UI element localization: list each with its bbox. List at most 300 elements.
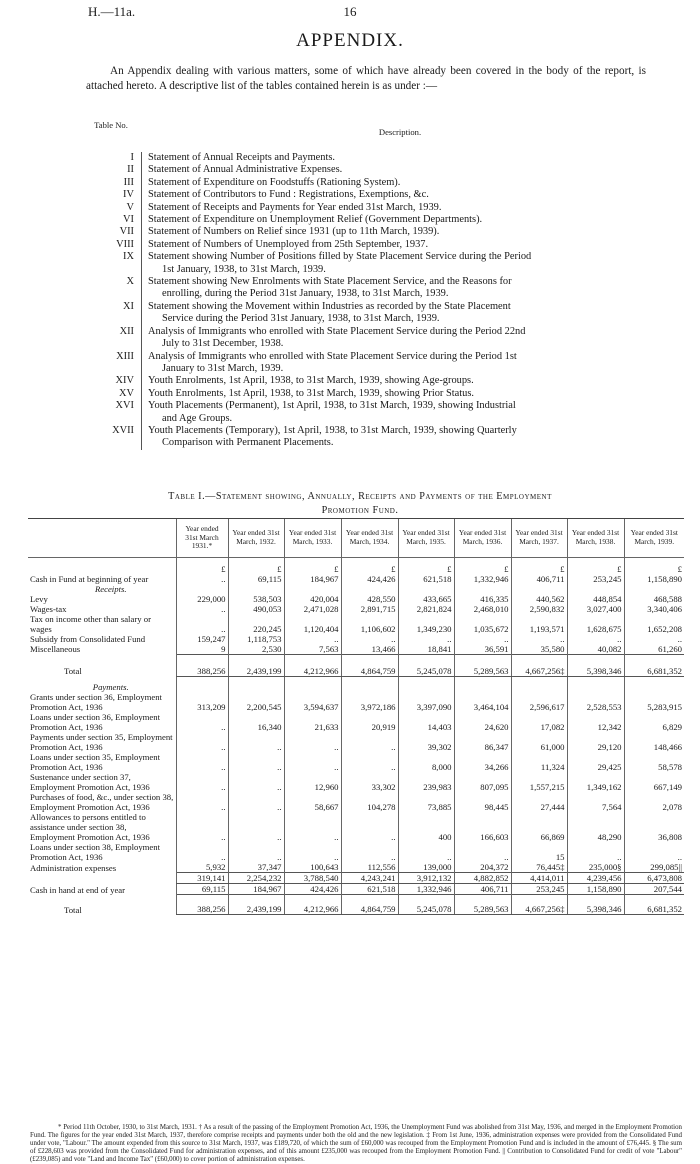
table-cell: 428,550	[341, 594, 398, 604]
table-cell: 5,283,915	[624, 692, 684, 712]
payments-subtotal-row	[28, 873, 684, 884]
table-cell: ..	[176, 614, 228, 634]
receipts-total-row	[28, 654, 684, 676]
table-list-description	[141, 326, 640, 351]
table-cell: 667,149	[624, 772, 684, 792]
table-cell: 2,590,832	[511, 604, 567, 614]
table-cell: 61,260	[624, 644, 684, 655]
table-list-number: XIII	[116, 350, 134, 362]
table-cell: ..	[454, 634, 511, 644]
column-header: Year ended 31st March, 1935.	[398, 519, 454, 558]
table-cell: 11,324	[511, 752, 567, 772]
table-cell: 12,342	[567, 712, 624, 732]
table-list-description	[141, 400, 640, 425]
row-label	[28, 873, 176, 884]
table-cell: 9	[176, 644, 228, 655]
table-list-item	[88, 226, 640, 238]
table-cell: 406,711	[454, 884, 511, 895]
table-cell: ..	[176, 732, 228, 752]
table-cell: 69,115	[228, 574, 284, 584]
row-label: Loans under section 35, Employment Promotion Act, 1936	[30, 752, 161, 772]
table-list-description-text: Youth Placements (Temporary), 1st April, 1938, to 31st March, 1939, showing Quarterly	[148, 424, 517, 436]
table-list-number: V	[126, 201, 134, 213]
table-cell: 3,594,637	[284, 692, 341, 712]
table-list-description	[141, 301, 640, 326]
table-cell: 299,085||	[624, 862, 684, 873]
table-list-description	[141, 239, 640, 251]
table-cell: 3,397,090	[398, 692, 454, 712]
table-list-number: VI	[123, 214, 134, 226]
table-cell: ..	[176, 772, 228, 792]
table-cell: 440,562	[511, 594, 567, 604]
table-cell: 1,349,230	[398, 614, 454, 634]
row-label: Sustenance under section 37, Employment Promotion Act, 1936	[30, 772, 150, 792]
table-list-description	[141, 425, 640, 450]
table-cell: 2,596,617	[511, 692, 567, 712]
table-cell: 48,290	[567, 812, 624, 842]
table-cell	[567, 584, 624, 594]
table-cell	[511, 676, 567, 692]
table-caption	[60, 490, 660, 518]
row-label: Cash in hand at end of year	[30, 884, 126, 895]
table-cell: 14,403	[398, 712, 454, 732]
table-list-description-text: Statement of Numbers on Relief since 1931 (up to 11th March, 1939).	[148, 226, 440, 238]
table-cell	[176, 584, 228, 594]
table-cell: ..	[341, 732, 398, 752]
table-cell: 1,106,602	[341, 614, 398, 634]
receipt-row	[28, 644, 684, 655]
table-cell: 4,882,852	[454, 873, 511, 884]
row-label: Tax on income other than salary or wages	[30, 613, 151, 634]
table-list-description-continuation: July to 31st December, 1938.	[162, 338, 284, 350]
table-list-number: XVI	[115, 400, 134, 412]
table-list-description	[141, 226, 640, 238]
row-label: Allowances to persons entitled to assistance under section 38, Employment Promotion Act, 1936	[30, 812, 150, 842]
row-label: Total	[64, 666, 82, 676]
table-list-item	[88, 202, 640, 214]
table-caption-line-1: Table I.—Statement showing, Annually, Receipts and Payments of the Employment	[168, 491, 552, 502]
table-cell: 18,841	[398, 644, 454, 655]
table-cell: 229,000	[176, 594, 228, 604]
payment-row	[28, 842, 684, 862]
table-cell: 184,967	[284, 574, 341, 584]
label-column-header	[28, 519, 176, 558]
table-list-description-continuation: Service during the Period 31st January, 1938, to 31st March, 1939.	[162, 313, 440, 325]
table-list-description-text: Statement of Annual Receipts and Payments.	[148, 152, 335, 163]
document-reference: H.—11a.	[88, 4, 136, 19]
table-cell: 490,053	[228, 604, 284, 614]
table-cell: ..	[398, 634, 454, 644]
table-cell: ..	[176, 712, 228, 732]
column-header: Year ended 31st March, 1933.	[284, 519, 341, 558]
table-cell: 1,652,208	[624, 614, 684, 634]
table-list-item	[88, 177, 640, 189]
table-cell: 86,347	[454, 732, 511, 752]
row-label: Grants under section 36, Employment Promotion Act, 1936	[30, 692, 162, 712]
table-list-number: I	[130, 152, 134, 163]
table-cell: 4,239,456	[567, 873, 624, 884]
table-cell: ..	[176, 574, 228, 584]
table-cell: 24,620	[454, 712, 511, 732]
table-cell: 433,665	[398, 594, 454, 604]
table-cell: 204,372	[454, 862, 511, 873]
table-cell: 27,444	[511, 792, 567, 812]
table-list-item	[88, 251, 640, 276]
table-list-number: III	[123, 176, 134, 188]
table-cell: 420,004	[284, 594, 341, 604]
table-cell: 4,243,241	[341, 873, 398, 884]
table-cell: 1,158,890	[624, 574, 684, 584]
table-list-number: XI	[123, 300, 134, 312]
table-cell: 5,398,346	[567, 895, 624, 915]
table-list-description	[141, 251, 640, 276]
table-cell: 1,349,162	[567, 772, 624, 792]
table-cell: 4,667,256‡	[511, 895, 567, 915]
table-list-number: XIV	[115, 375, 134, 387]
page-number: 16	[343, 4, 357, 19]
receipt-row	[28, 634, 684, 644]
payment-row	[28, 752, 684, 772]
page-title: APPENDIX.	[296, 30, 404, 51]
table-cell: 1,158,890	[567, 884, 624, 895]
column-header: Year ended 31st March, 1936.	[454, 519, 511, 558]
table-cell: ..	[341, 842, 398, 862]
table-cell: 424,426	[284, 884, 341, 895]
table-list-item	[88, 351, 640, 376]
table-cell: £	[511, 558, 567, 574]
table-list-description	[141, 164, 640, 176]
table-list-description-text: Youth Enrolments, 1st April, 1938, to 31st March, 1939, showing Prior Status.	[148, 387, 474, 399]
table-cell	[398, 676, 454, 692]
payment-row	[28, 712, 684, 732]
table-cell: 20,919	[341, 712, 398, 732]
table-cell: 2,078	[624, 792, 684, 812]
table-cell: ..	[228, 842, 284, 862]
table-cell: 61,000	[511, 732, 567, 752]
section-heading: Payments.	[92, 682, 129, 692]
row-label: Levy	[30, 593, 48, 604]
table-cell: 406,711	[511, 574, 567, 584]
table-list-number: X	[126, 276, 134, 288]
table-cell: 3,027,400	[567, 604, 624, 614]
table-cell: 13,466	[341, 644, 398, 655]
column-header: Year ended 31st March, 1934.	[341, 519, 398, 558]
table-list-description-text: Statement of Annual Administrative Expenses.	[148, 164, 343, 176]
table-list-description	[141, 351, 640, 376]
payment-row	[28, 792, 684, 812]
table-cell: ..	[176, 752, 228, 772]
table-list-description	[141, 189, 640, 201]
table-cell: 1,118,753	[228, 634, 284, 644]
description-heading: Description.	[378, 127, 422, 137]
payment-row	[28, 732, 684, 752]
table-cell: 2,200,545	[228, 692, 284, 712]
table-cell: 104,278	[341, 792, 398, 812]
table-cell: 1,332,946	[398, 884, 454, 895]
table-cell: ..	[284, 634, 341, 644]
table-list-number: IV	[123, 189, 134, 201]
table-cell: ..	[624, 634, 684, 644]
table-list-description-text: Statement showing the Movement within Industries as recorded by the State Placement	[148, 300, 511, 312]
table-cell: 166,603	[454, 812, 511, 842]
payments-heading-row	[28, 676, 684, 692]
table-cell: 6,681,352	[624, 895, 684, 915]
table-cell: 388,256	[176, 654, 228, 676]
column-header: Year ended 31st March, 1938.	[567, 519, 624, 558]
table-cell: 239,983	[398, 772, 454, 792]
table-cell: 5,245,078	[398, 895, 454, 915]
table-cell: 4,414,011	[511, 873, 567, 884]
table-cell: 29,425	[567, 752, 624, 772]
row-label: Purchases of food, &c., under section 38, Employment Promotion Act, 1936	[30, 792, 174, 812]
table-cell: 235,000§	[567, 862, 624, 873]
table-cell: £	[398, 558, 454, 574]
table-list-item	[88, 301, 640, 326]
table-list-item	[88, 164, 640, 176]
table-cell: 5,245,078	[398, 654, 454, 676]
table-cell: 40,082	[567, 644, 624, 655]
table-list-description-continuation: 1st January, 1938, to 31st March, 1939.	[162, 263, 326, 275]
table-cell: ..	[176, 604, 228, 614]
table-cell: 15	[511, 842, 567, 862]
table-cell: 621,518	[341, 884, 398, 895]
table-cell: 538,503	[228, 594, 284, 604]
table-cell: ..	[176, 842, 228, 862]
payment-row	[28, 812, 684, 842]
table-cell: 58,578	[624, 752, 684, 772]
table-cell: 8,000	[398, 752, 454, 772]
table-list-description-continuation: Comparison with Permanent Placements.	[162, 437, 334, 449]
table-list-description	[141, 202, 640, 214]
table-cell: 1,332,946	[454, 574, 511, 584]
table-cell: 184,967	[228, 884, 284, 895]
table-cell: 388,256	[176, 895, 228, 915]
table-list-description-text: Statement of Expenditure on Unemployment Relief (Government Departments).	[148, 214, 483, 226]
table-list-description-text: Statement of Expenditure on Foodstuffs (Rationing System).	[148, 176, 401, 188]
receipts-payments-table	[28, 518, 684, 915]
table-cell: 139,000	[398, 862, 454, 873]
table-cell	[624, 584, 684, 594]
table-cell: 5,289,563	[454, 654, 511, 676]
receipt-row	[28, 604, 684, 614]
table-cell: 58,667	[284, 792, 341, 812]
table-cell: ..	[341, 634, 398, 644]
row-label: Total	[64, 904, 82, 915]
table-list-description-continuation: and Age Groups.	[162, 412, 233, 424]
row-label	[28, 558, 176, 574]
table-cell: ..	[454, 842, 511, 862]
table-cell: ..	[341, 812, 398, 842]
cash-end-row	[28, 884, 684, 895]
table-list-description	[141, 214, 640, 226]
table-cell: £	[284, 558, 341, 574]
table-list	[88, 152, 640, 450]
table-cell: 98,445	[454, 792, 511, 812]
table-cell	[454, 584, 511, 594]
table-cell	[284, 676, 341, 692]
table-cell: ..	[567, 634, 624, 644]
table-cell	[284, 584, 341, 594]
table-list-description-text: Analysis of Immigrants who enrolled with State Placement Service during the Period 22nd	[148, 325, 526, 337]
table-cell: 3,340,406	[624, 604, 684, 614]
table-cell: 807,095	[454, 772, 511, 792]
table-cell: £	[341, 558, 398, 574]
row-label: Loans under section 36, Employment Promotion Act, 1936	[30, 712, 161, 732]
table-cell: 21,633	[284, 712, 341, 732]
table-cell: 4,864,759	[341, 654, 398, 676]
table-cell: ..	[567, 842, 624, 862]
table-cell: 2,821,824	[398, 604, 454, 614]
table-cell: 39,302	[398, 732, 454, 752]
receipt-row	[28, 594, 684, 604]
table-cell	[454, 676, 511, 692]
table-cell: 1,120,404	[284, 614, 341, 634]
table-cell: 416,335	[454, 594, 511, 604]
table-cell	[624, 676, 684, 692]
table-cell: ..	[284, 842, 341, 862]
table-cell: 4,667,256‡	[511, 654, 567, 676]
table-cell: 2,528,553	[567, 692, 624, 712]
table-list-description	[141, 152, 640, 164]
intro-paragraph: An Appendix dealing with various matters, some of which have already been covered in the body of the report, is attached hereto. A descriptive list of the tables contained herein is as under :—	[86, 65, 646, 92]
table-cell: 5,289,563	[454, 895, 511, 915]
row-label: Payments under section 35, Employment Promotion Act, 1936	[30, 732, 173, 752]
table-list-number: XVII	[112, 424, 134, 436]
column-header: Year ended 31st March, 1932.	[228, 519, 284, 558]
table-cell: 112,556	[341, 862, 398, 873]
table-list-number: XII	[119, 325, 134, 337]
table-cell	[511, 584, 567, 594]
table-list-number: XV	[118, 387, 134, 399]
table-cell: 1,035,672	[454, 614, 511, 634]
table-cell: 253,245	[567, 574, 624, 584]
row-label: Administration expenses	[30, 862, 117, 873]
table-cell: 1,193,571	[511, 614, 567, 634]
table-list-description-continuation: enrolling, during the Period 31st January, 1938, to 31st March, 1939.	[162, 288, 449, 300]
table-list-description-text: Youth Placements (Permanent), 1st April, 1938, to 31st March, 1939, showing Industrial	[148, 400, 516, 412]
table-cell: 2,530	[228, 644, 284, 655]
table-cell: ..	[624, 842, 684, 862]
table-list-description-text: Statement showing Number of Positions filled by State Placement Service during the Period	[148, 251, 532, 263]
table-cell: 17,082	[511, 712, 567, 732]
table-cell: ..	[176, 812, 228, 842]
table-list-item	[88, 388, 640, 400]
table-cell: 6,473,808	[624, 873, 684, 884]
table-cell: ..	[228, 792, 284, 812]
table-cell: 448,854	[567, 594, 624, 604]
table-cell: £	[228, 558, 284, 574]
table-list-number: II	[127, 164, 134, 176]
receipts-heading-row	[28, 584, 684, 594]
table-list-item	[88, 276, 640, 301]
table-list-description	[141, 388, 640, 400]
table-cell: 148,466	[624, 732, 684, 752]
column-header: Year ended 31st March 1931.*	[176, 519, 228, 558]
payments-total-row	[28, 895, 684, 915]
table-cell: 100,643	[284, 862, 341, 873]
table-cell	[341, 676, 398, 692]
table-list-item	[88, 239, 640, 251]
table-cell: £	[176, 558, 228, 574]
cash-begin-row	[28, 574, 684, 584]
table-list-item	[88, 326, 640, 351]
table-cell: ..	[341, 752, 398, 772]
table-cell: ..	[228, 772, 284, 792]
table-cell: 36,808	[624, 812, 684, 842]
table-cell: ..	[398, 842, 454, 862]
table-list-number: VII	[119, 226, 134, 238]
table-cell	[176, 676, 228, 692]
table-list-description	[141, 276, 640, 301]
table-list-item	[88, 214, 640, 226]
table-cell: 29,120	[567, 732, 624, 752]
payment-row	[28, 692, 684, 712]
table-cell: ..	[176, 792, 228, 812]
table-list-description-text: Statement of Receipts and Payments for Year ended 31st March, 1939.	[148, 201, 442, 213]
table-list-description-text: Youth Enrolments, 1st April, 1938, to 31st March, 1939, showing Age-groups.	[148, 375, 474, 387]
table-list-item	[88, 400, 640, 425]
row-label: Cash in Fund at beginning of year	[30, 573, 149, 584]
table-cell: 12,960	[284, 772, 341, 792]
table-list-description-text: Statement showing New Enrolments with State Placement Service, and the Reasons for	[148, 276, 512, 288]
table-cell: ..	[511, 634, 567, 644]
table-cell: 4,864,759	[341, 895, 398, 915]
table-cell: 3,464,104	[454, 692, 511, 712]
table-cell: 424,426	[341, 574, 398, 584]
table-cell: 7,564	[567, 792, 624, 812]
table-cell: 2,439,199	[228, 654, 284, 676]
row-label: Wages-tax	[30, 603, 67, 614]
table-cell: 1,557,215	[511, 772, 567, 792]
footnotes: * Period 11th October, 1930, to 31st March, 1931. † As a result of the passing of the Employment Promotion Act, 1936, the Unemployment Fund was abolished from 31st May, 1936, and merged in the Employment Promotion Fund. The figures for the year ended 31st March, 1937, therefore comprise receipts and payments under both the old and the new legislation. ‡ From 1st June, 1936, administration expenses were provided from the Consolidated Fund under vote, "Labour." The amount expended from this source to 31st March, 1937, was £189,720, of which the sum of £60,000 was recouped from the Employment Promotion Fund and is included in the amount of £76,445. § The sum of £228,603 was provided from the Consolidated Fund for administration expenses, and of this amount £235,000 was recouped from the Employment Promotion Fund. || Contribution to Consolidated Fund for credit of vote "Labour" (£239,085) and vote "Land and Income Tax" (£60,000) to cover portion of administration expenses.	[30, 1124, 682, 1163]
table-cell	[567, 676, 624, 692]
table-cell: 220,245	[228, 614, 284, 634]
table-cell: 5,932	[176, 862, 228, 873]
table-list-description-text: Statement of Contributors to Fund : Registrations, Exemptions, &c.	[148, 189, 429, 201]
table-cell: 313,209	[176, 692, 228, 712]
table-cell: 3,788,540	[284, 873, 341, 884]
payment-row	[28, 862, 684, 873]
table-cell: 33,302	[341, 772, 398, 792]
table-cell: 16,340	[228, 712, 284, 732]
table-cell: 35,580	[511, 644, 567, 655]
table-cell: 37,347	[228, 862, 284, 873]
table-cell: 468,588	[624, 594, 684, 604]
table-cell: ..	[284, 752, 341, 772]
table-cell: 2,471,028	[284, 604, 341, 614]
table-list-description-text: Statement of Numbers of Unemployed from 25th September, 1937.	[148, 238, 429, 250]
table-cell: ..	[228, 752, 284, 772]
table-cell: 159,247	[176, 634, 228, 644]
table-list-item	[88, 375, 640, 387]
table-cell: £	[567, 558, 624, 574]
table-cell: £	[454, 558, 511, 574]
table-cell: 3,972,186	[341, 692, 398, 712]
table-list-number: IX	[123, 251, 134, 263]
table-list-description-text: Analysis of Immigrants who enrolled with State Placement Service during the Period 1st	[148, 350, 517, 362]
table-caption-line-2: Promotion Fund.	[321, 505, 399, 516]
currency-row	[28, 558, 684, 574]
table-cell: 2,439,199	[228, 895, 284, 915]
table-cell: ..	[284, 732, 341, 752]
table-cell: 7,563	[284, 644, 341, 655]
table-cell: 621,518	[398, 574, 454, 584]
table-list-item	[88, 425, 640, 450]
table-cell: 1,628,675	[567, 614, 624, 634]
table-cell: 73,885	[398, 792, 454, 812]
column-header: Year ended 31st March, 1939.	[624, 519, 684, 558]
table-cell: 34,266	[454, 752, 511, 772]
